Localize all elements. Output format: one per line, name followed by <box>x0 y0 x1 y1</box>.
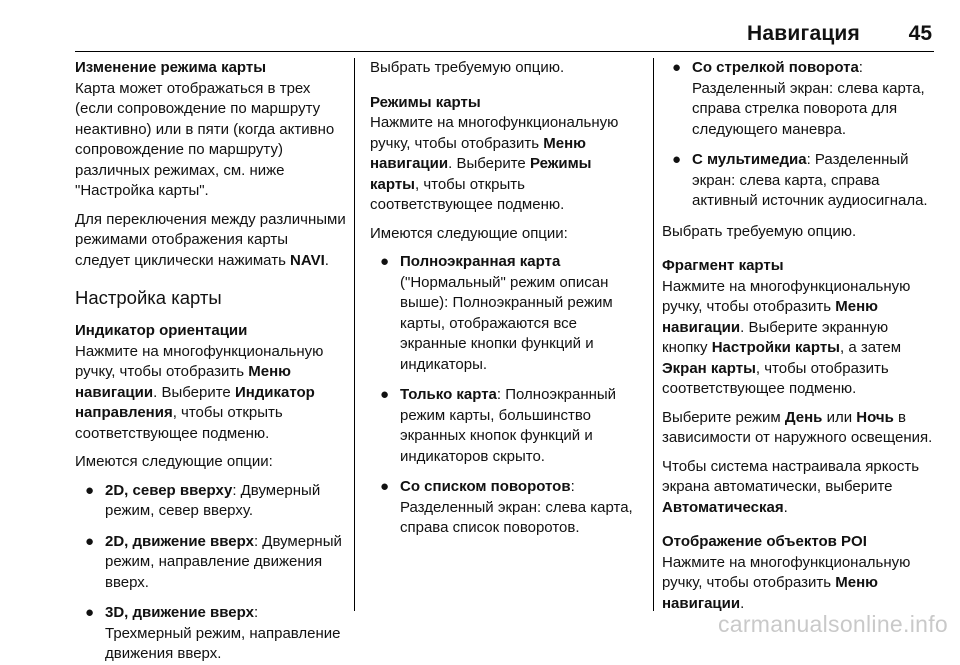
orientation-options-list <box>75 481 347 665</box>
page-number: 45 <box>908 22 932 45</box>
bullet-icon: ● <box>380 478 390 495</box>
paragraph-map-modes: Карта может отображаться в трех (если сопровождение по маршруту неактивно) или в пяти (когда активно сопровождение по маршруту) различных режимах, см. ниже "Настройка карты". <box>75 79 335 199</box>
column-divider-1 <box>354 58 355 611</box>
paragraph-select-option: Выбрать требуемую опцию. <box>662 222 857 240</box>
bullet-icon: ● <box>380 253 390 270</box>
list-item: ● С мультимедиа: Разделенный экран: слева карта, справа активный источник аудиосигнала. <box>672 151 928 209</box>
list-item: ● Только карта: Полноэкранный режим карты, большинство экранных кнопок функций и индикаторов скрыто. <box>380 386 617 465</box>
heading-change-map-mode: Изменение режима карты <box>75 59 267 76</box>
heading-map-settings: Настройка карты <box>75 287 222 308</box>
heading-orientation-indicator: Индикатор ориентации <box>75 322 248 339</box>
heading-poi-display: Отображение объектов POI <box>662 533 867 550</box>
paragraph-select-option: Выбрать требуемую опцию. <box>370 59 565 76</box>
bullet-icon: ● <box>85 604 95 621</box>
bullet-icon: ● <box>85 481 95 499</box>
column-2 <box>370 58 642 612</box>
page-header <box>0 0 960 52</box>
list-item: ● Полноэкранная карта ("Нормальный" режим описан выше): Полноэкранный режим карты, отображаются все экранные кнопки функций и индикаторы. <box>380 253 613 373</box>
paragraph-options: Имеются следующие опции: <box>75 453 273 470</box>
paragraph-map-fragment: Нажмите на многофункциональную ручку, чтобы отобразить Меню навигации. Выберите экранную кнопку Настройки карты, а затем Экран карты, чтобы отобразить соответствующее подменю. <box>662 277 911 397</box>
bullet-icon: ● <box>672 59 682 76</box>
paragraph-options: Имеются следующие опции: <box>370 224 568 242</box>
bullet-icon: ● <box>672 151 682 168</box>
paragraph-switch-modes: Для переключения между различными режимами отображения карты следует циклически нажимать NAVI. <box>75 210 346 269</box>
column-1 <box>75 58 347 662</box>
map-mode-options-list-continued <box>662 58 934 212</box>
bullet-icon: ● <box>380 386 390 403</box>
watermark-text: carmanualsonline.info <box>717 611 948 637</box>
heading-map-fragment: Фрагмент карты <box>662 257 784 274</box>
bullet-icon: ● <box>85 532 95 550</box>
paragraph-orientation: Нажмите на многофункциональную ручку, чтобы отобразить Меню навигации. Выберите Индикатор направления, чтобы открыть соответствующее подменю. <box>75 342 324 442</box>
column-divider-2 <box>653 58 654 611</box>
paragraph-poi: Нажмите на многофункциональную ручку, чтобы отобразить Меню навигации. <box>662 553 911 612</box>
list-item: ● 2D, север вверху: Двумерный режим, север вверху. <box>85 481 321 519</box>
paragraph-map-modes-menu: Нажмите на многофункциональную ручку, чтобы отобразить Меню навигации. Выберите Режимы карты, чтобы открыть соответствующее подменю. <box>370 114 619 213</box>
list-item: ● Со списком поворотов: Разделенный экран: слева карта, справа список поворотов. <box>380 478 633 536</box>
paragraph-day-night: Выберите режим День или Ночь в зависимости от наружного освещения. <box>662 408 933 446</box>
paragraph-auto-brightness: Чтобы система настраивала яркость экрана автоматически, выберите Автоматическая. <box>662 457 920 516</box>
list-item: ● 3D, движение вверх: Трехмерный режим, направление движения вверх. <box>85 604 341 662</box>
column-3 <box>662 58 934 612</box>
list-item: ● Со стрелкой поворота: Разделенный экран: слева карта, справа стрелка поворота для следующего маневра. <box>672 59 925 138</box>
header-rule <box>75 51 934 52</box>
map-mode-options-list <box>370 252 642 539</box>
section-title: Навигация <box>747 22 860 45</box>
list-item: ● 2D, движение вверх: Двумерный режим, направление движения вверх. <box>85 532 342 591</box>
heading-map-modes: Режимы карты <box>370 93 481 111</box>
